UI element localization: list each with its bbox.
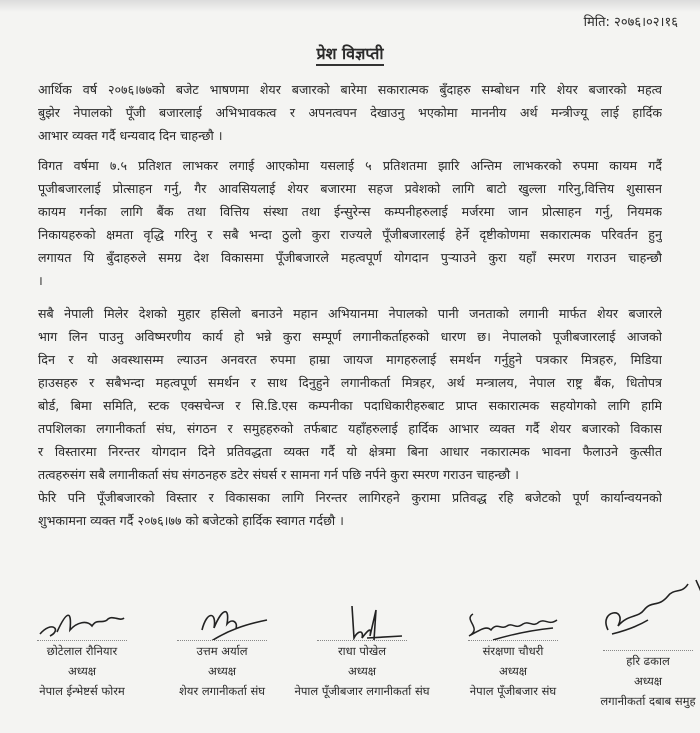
signatory-1 [2,600,162,701]
signatory-name: राधा पोखेल [337,644,387,658]
signatory-org: नेपाल पूँजीबजार लगानीकर्ता संघ [294,684,430,698]
text-line: । [38,273,43,288]
signatory-org: लगानीकर्ता दबाब समुह [600,694,696,708]
text-line: दिन र यो अवस्थासम्म ल्याउन अनवरत रुपमा हाम्रा जायज मागहरुलाई समर्थन गर्नुहुने पत्रकार मित्रहरु, मिडिया [38,352,662,367]
paragraph-1 [38,78,662,147]
signatory-role: अध्यक्ष [67,664,97,678]
text-line: तपशिलका लगानीकर्ता संघ, संगठन र समुहहरुको तर्फबाट यहाँहरुलाई हार्दिक आभार व्यक्त गर्दै शेयर बजारको विकास [38,421,662,436]
text-line: र विस्तारमा निरन्तर योगदान दिने प्रतिवद्धता व्यक्त गर्दै यो क्षेत्रमा बिना आधार नकारात्मक भावना फैलाउने कुत्सीत [38,444,662,459]
signatory-name: उत्तम अर्याल [196,644,248,658]
date: मिति: २०७६।०२।१६ [583,15,678,30]
text-line: बुझेर नेपालको पूँजी बजारलाई अभिभावकत्व र अपनत्वपन देखाउनु भएकोमा माननीय अर्थ मन्त्रीज्यू लाई हार्दिक [38,105,662,120]
text-line: सबै नेपाली मिलेर देशको मुहार हसिलो बनाउने महान अभियानमा नेपालको पानी जनताको लगानी मार्फत शेयर बजारले [38,306,662,321]
text-line: हाउसहरु र सबैभन्दा महत्वपूर्ण समर्थन र साथ दिनुहुने लगानीकर्ता मित्रहर, अर्थ मन्त्रालय, नेपाल राष्ट्र बैंक, धितोपत्र [38,375,662,390]
paragraph-2 [38,154,662,292]
text-line: तत्वहरुसंग सबै लगानीकर्ता संघ संगठनहरु डटेर संघर्स र सामना गर्न पछि नर्पने कुरा स्मरण गराउन चाहन्छौ । [38,467,519,482]
signatory-name: संरक्षणा चौधरी [482,644,544,658]
text-line: निकायहरुको क्षमता वृद्धि गरिनु र सबै भन्दा ठुलो कुरा राज्यले पूँजीबजारलाई हेर्ने दृष्टीकोणमा सकारात्मक परिवर्तन हुनु [38,227,662,242]
signatory-role: अध्यक्ष [498,664,528,678]
signatory-org: नेपाल ईन्भेष्टर्स फोरम [39,684,125,698]
text-line: विगत वर्षमा ७.५ प्रतिशत लाभकर लगाई आएकोमा यसलाई ५ प्रतिशतमा झारि अन्तिम लाभकरको रुपमा कायम गर्दै [38,158,662,173]
signatory-3 [282,600,442,701]
signatory-role: अध्यक्ष [207,664,237,678]
text-line: फेरि पनि पूँजीबजारको विस्तार र विकासका लागि निरन्तर लागिरहने कुरामा प्रतिवद्ध रहि बजेटको पूर्ण कार्यान्वयनको [38,490,662,505]
text-line: लगायत यि बुँदाहरुले समग्र देश विकासमा पूँजीबजारले महत्वपूर्ण योगदान पुर्‍याउने कुरा यहाँ स्मरण गराउन चाहन्छौ [38,250,662,265]
text-line: पूजीबजारलाई प्रोत्साहन गर्नु, गैर आवसियलाई शेयर बजारमा सहज प्रवेशको लागि बाटो खुल्ला गरिनु,वित्तिय शुसासन [38,181,662,196]
text-line: कायम गर्नका लागि बैंक तथा वित्तिय संस्था तथा ईन्सुरेन्स कम्पनीहरुलाई मर्जरमा जान प्रोत्साहन गर्नु, नियमक [38,204,662,219]
page-title [0,42,700,64]
text-line: भाग लिन पाउनु अविष्मरणीय कार्य हो भन्ने कुरा सम्पूर्ण लगानीकर्ताहरुको धारण छ। नेपालको पूजीबजारलाई आजको [38,329,662,344]
signatory-org: शेयर लगानीकर्ता संघ [178,684,266,698]
page-top-shadow [0,0,700,12]
signatory-name: हरि ढकाल [626,654,670,668]
signatory-role: अध्यक्ष [633,674,663,688]
text-line: आर्थिक वर्ष २०७६।७७को बजेट भाषणमा शेयर बजारको बारेमा सकारात्मक बुँदाहरु सम्बोधन गरि शेयर बजारको महत्व [38,82,662,97]
text-line: आभार व्यक्त गर्दै धन्यवाद दिन चाहन्छौ । [38,128,223,143]
text-line: बोर्ड, बिमा समिति, स्टक एक्सचेन्ज र सि.डि.एस कम्पनीका पदाधिकारीहरुबाट प्राप्त सकारात्मक सहयोगको लागि हामि [38,398,662,413]
signature-image [453,600,573,640]
text-line: शुभकामना व्यक्त गर्दै २०७६।७७ को बजेटको हार्दिक स्वागत गर्दछौ । [38,513,344,528]
title-text: प्रेश विज्ञप्ती [316,44,383,66]
signature-image [172,600,272,640]
signatory-5 [568,570,700,711]
signatory-2 [142,600,302,701]
signature-image [578,570,700,640]
signatory-org: नेपाल पूँजीबजार संघ [469,684,557,698]
signature-image [32,600,132,640]
signatory-name: छोटेलाल रौनियार [46,644,118,658]
paragraph-3 [38,302,662,532]
signatory-role: अध्यक्ष [347,664,377,678]
signature-image [312,600,412,640]
